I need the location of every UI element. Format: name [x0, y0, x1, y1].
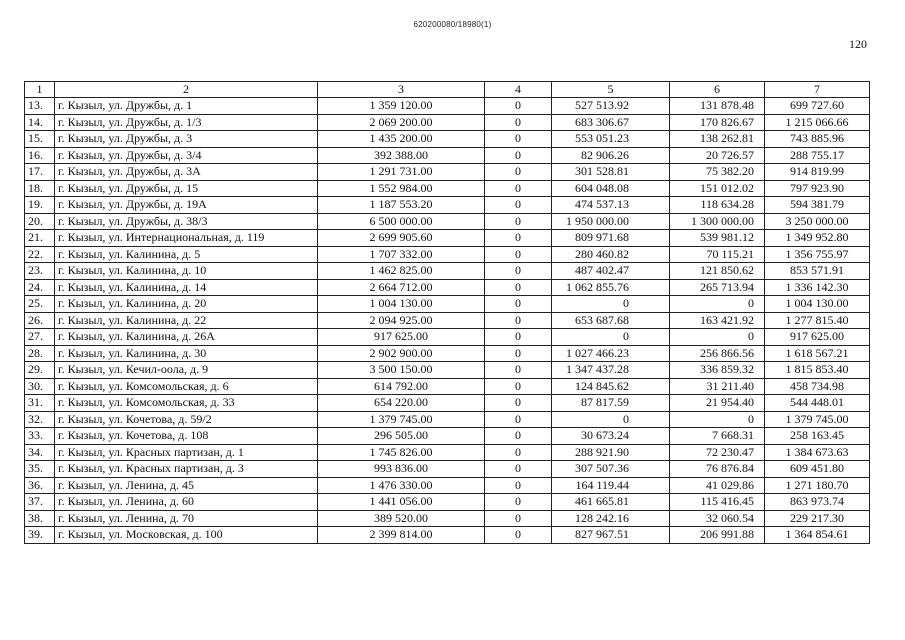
- column-header: 4: [485, 82, 552, 98]
- value-col5-cell: 82 906.26: [552, 147, 670, 164]
- value-col6-cell: 20 726.57: [670, 147, 765, 164]
- address-cell: г. Кызыл, ул. Калинина, д. 20: [55, 296, 318, 313]
- value-col3-cell: 6 500 000.00: [318, 213, 485, 230]
- table-row: [25, 444, 870, 461]
- address-cell: г. Кызыл, ул. Ленина, д. 45: [55, 477, 318, 494]
- row-number: 19.: [25, 197, 55, 214]
- row-number: 38.: [25, 510, 55, 527]
- value-col6-cell: 0: [670, 411, 765, 428]
- value-col7-cell: 1 336 142.30: [765, 279, 870, 296]
- value-col7-cell: 544 448.01: [765, 395, 870, 412]
- row-number: 16.: [25, 147, 55, 164]
- value-col6-cell: 151 012.02: [670, 180, 765, 197]
- value-col3-cell: 2 902 900.00: [318, 345, 485, 362]
- table-row: [25, 131, 870, 148]
- row-number: 20.: [25, 213, 55, 230]
- value-col3-cell: 1 435 200.00: [318, 131, 485, 148]
- row-number: 39.: [25, 527, 55, 544]
- value-col3-cell: 2 094 925.00: [318, 312, 485, 329]
- value-col6-cell: 115 416.45: [670, 494, 765, 511]
- value-col6-cell: 31 211.40: [670, 378, 765, 395]
- value-col4-cell: 0: [485, 312, 552, 329]
- value-col4-cell: 0: [485, 164, 552, 181]
- value-col7-cell: 609 451.80: [765, 461, 870, 478]
- address-cell: г. Кызыл, ул. Красных партизан, д. 1: [55, 444, 318, 461]
- value-col7-cell: 1 815 853.40: [765, 362, 870, 379]
- row-number: 17.: [25, 164, 55, 181]
- value-col5-cell: 164 119.44: [552, 477, 670, 494]
- table-row: [25, 411, 870, 428]
- value-col3-cell: 917 625.00: [318, 329, 485, 346]
- value-col6-cell: 7 668.31: [670, 428, 765, 445]
- address-cell: г. Кызыл, ул. Дружбы, д. 1/3: [55, 114, 318, 131]
- value-col4-cell: 0: [485, 246, 552, 263]
- value-col6-cell: 336 859.32: [670, 362, 765, 379]
- row-number: 14.: [25, 114, 55, 131]
- row-number: 31.: [25, 395, 55, 412]
- value-col7-cell: 853 571.91: [765, 263, 870, 280]
- data-table: [24, 81, 870, 544]
- value-col6-cell: 1 300 000.00: [670, 213, 765, 230]
- value-col4-cell: 0: [485, 510, 552, 527]
- address-cell: г. Кызыл, ул. Комсомольская, д. 33: [55, 395, 318, 412]
- value-col6-cell: 0: [670, 296, 765, 313]
- value-col7-cell: 1 364 854.61: [765, 527, 870, 544]
- value-col5-cell: 1 347 437.28: [552, 362, 670, 379]
- value-col3-cell: 1 379 745.00: [318, 411, 485, 428]
- address-cell: г. Кызыл, ул. Дружбы, д. 38/3: [55, 213, 318, 230]
- row-number: 22.: [25, 246, 55, 263]
- table-row: [25, 296, 870, 313]
- value-col4-cell: 0: [485, 444, 552, 461]
- value-col4-cell: 0: [485, 213, 552, 230]
- column-header: 3: [318, 82, 485, 98]
- address-cell: г. Кызыл, ул. Кочетова, д. 108: [55, 428, 318, 445]
- value-col5-cell: 288 921.90: [552, 444, 670, 461]
- value-col4-cell: 0: [485, 362, 552, 379]
- table-row: [25, 114, 870, 131]
- value-col3-cell: 2 664 712.00: [318, 279, 485, 296]
- value-col3-cell: 1 359 120.00: [318, 98, 485, 115]
- table-row: [25, 197, 870, 214]
- value-col4-cell: 0: [485, 411, 552, 428]
- value-col3-cell: 3 500 150.00: [318, 362, 485, 379]
- value-col6-cell: 32 060.54: [670, 510, 765, 527]
- table-row: [25, 378, 870, 395]
- value-col6-cell: 265 713.94: [670, 279, 765, 296]
- table-row: [25, 213, 870, 230]
- value-col4-cell: 0: [485, 428, 552, 445]
- address-cell: г. Кызыл, ул. Дружбы, д. 15: [55, 180, 318, 197]
- value-col3-cell: 1 476 330.00: [318, 477, 485, 494]
- value-col4-cell: 0: [485, 296, 552, 313]
- value-col6-cell: 21 954.40: [670, 395, 765, 412]
- table-row: [25, 345, 870, 362]
- table-row: [25, 246, 870, 263]
- table-row: [25, 164, 870, 181]
- value-col6-cell: 118 634.28: [670, 197, 765, 214]
- page-number: 120: [849, 37, 867, 51]
- value-col6-cell: 0: [670, 329, 765, 346]
- row-number: 24.: [25, 279, 55, 296]
- table-row: [25, 362, 870, 379]
- row-number: 37.: [25, 494, 55, 511]
- value-col5-cell: 461 665.81: [552, 494, 670, 511]
- row-number: 18.: [25, 180, 55, 197]
- value-col6-cell: 539 981.12: [670, 230, 765, 247]
- value-col3-cell: 2 699 905.60: [318, 230, 485, 247]
- value-col3-cell: 993 836.00: [318, 461, 485, 478]
- row-number: 28.: [25, 345, 55, 362]
- value-col7-cell: 863 973.74: [765, 494, 870, 511]
- value-col5-cell: 553 051.23: [552, 131, 670, 148]
- value-col5-cell: 0: [552, 411, 670, 428]
- value-col7-cell: 229 217.30: [765, 510, 870, 527]
- value-col3-cell: 1 187 553.20: [318, 197, 485, 214]
- value-col7-cell: 1 356 755.97: [765, 246, 870, 263]
- value-col7-cell: 1 379 745.00: [765, 411, 870, 428]
- row-number: 32.: [25, 411, 55, 428]
- value-col4-cell: 0: [485, 98, 552, 115]
- row-number: 30.: [25, 378, 55, 395]
- value-col6-cell: 170 826.67: [670, 114, 765, 131]
- value-col3-cell: 296 505.00: [318, 428, 485, 445]
- column-header: 2: [55, 82, 318, 98]
- value-col6-cell: 163 421.92: [670, 312, 765, 329]
- value-col3-cell: 1 462 825.00: [318, 263, 485, 280]
- value-col7-cell: 743 885.96: [765, 131, 870, 148]
- table-row: [25, 527, 870, 544]
- row-number: 27.: [25, 329, 55, 346]
- column-header: 1: [25, 82, 55, 98]
- table-row: [25, 461, 870, 478]
- value-col5-cell: 809 971.68: [552, 230, 670, 247]
- row-number: 13.: [25, 98, 55, 115]
- address-cell: г. Кызыл, ул. Калинина, д. 14: [55, 279, 318, 296]
- table-row: [25, 428, 870, 445]
- value-col4-cell: 0: [485, 131, 552, 148]
- address-cell: г. Кызыл, ул. Дружбы, д. 3: [55, 131, 318, 148]
- value-col3-cell: 389 520.00: [318, 510, 485, 527]
- value-col3-cell: 654 220.00: [318, 395, 485, 412]
- value-col6-cell: 75 382.20: [670, 164, 765, 181]
- column-header: 6: [670, 82, 765, 98]
- value-col7-cell: 1 277 815.40: [765, 312, 870, 329]
- value-col5-cell: 0: [552, 296, 670, 313]
- value-col5-cell: 87 817.59: [552, 395, 670, 412]
- value-col4-cell: 0: [485, 197, 552, 214]
- value-col6-cell: 206 991.88: [670, 527, 765, 544]
- value-col5-cell: 128 242.16: [552, 510, 670, 527]
- address-cell: г. Кызыл, ул. Комсомольская, д. 6: [55, 378, 318, 395]
- value-col3-cell: 1 552 984.00: [318, 180, 485, 197]
- value-col7-cell: 699 727.60: [765, 98, 870, 115]
- table-row: [25, 312, 870, 329]
- value-col7-cell: 1 004 130.00: [765, 296, 870, 313]
- value-col3-cell: 392 388.00: [318, 147, 485, 164]
- address-cell: г. Кызыл, ул. Ленина, д. 70: [55, 510, 318, 527]
- value-col3-cell: 614 792.00: [318, 378, 485, 395]
- row-number: 33.: [25, 428, 55, 445]
- value-col5-cell: 280 460.82: [552, 246, 670, 263]
- table-row: [25, 263, 870, 280]
- address-cell: г. Кызыл, ул. Интернациональная, д. 119: [55, 230, 318, 247]
- address-cell: г. Кызыл, ул. Дружбы, д. 19А: [55, 197, 318, 214]
- value-col7-cell: 1 349 952.80: [765, 230, 870, 247]
- value-col6-cell: 138 262.81: [670, 131, 765, 148]
- address-cell: г. Кызыл, ул. Дружбы, д. 3А: [55, 164, 318, 181]
- value-col6-cell: 72 230.47: [670, 444, 765, 461]
- value-col5-cell: 1 950 000.00: [552, 213, 670, 230]
- value-col5-cell: 124 845.62: [552, 378, 670, 395]
- value-col7-cell: 1 618 567.21: [765, 345, 870, 362]
- value-col5-cell: 487 402.47: [552, 263, 670, 280]
- value-col3-cell: 1 291 731.00: [318, 164, 485, 181]
- value-col7-cell: 258 163.45: [765, 428, 870, 445]
- value-col3-cell: 1 707 332.00: [318, 246, 485, 263]
- row-number: 15.: [25, 131, 55, 148]
- value-col5-cell: 301 528.81: [552, 164, 670, 181]
- document-id: 620200080/18980(1): [413, 20, 492, 29]
- value-col4-cell: 0: [485, 461, 552, 478]
- table-row: [25, 494, 870, 511]
- value-col7-cell: 1 271 180.70: [765, 477, 870, 494]
- address-cell: г. Кызыл, ул. Калинина, д. 30: [55, 345, 318, 362]
- value-col5-cell: 653 687.68: [552, 312, 670, 329]
- value-col5-cell: 30 673.24: [552, 428, 670, 445]
- value-col5-cell: 1 062 855.76: [552, 279, 670, 296]
- value-col4-cell: 0: [485, 527, 552, 544]
- address-cell: г. Кызыл, ул. Калинина, д. 26А: [55, 329, 318, 346]
- value-col5-cell: 604 048.08: [552, 180, 670, 197]
- value-col6-cell: 131 878.48: [670, 98, 765, 115]
- column-header: 7: [765, 82, 870, 98]
- value-col7-cell: 1 384 673.63: [765, 444, 870, 461]
- address-cell: г. Кызыл, ул. Ленина, д. 60: [55, 494, 318, 511]
- value-col7-cell: 1 215 066.66: [765, 114, 870, 131]
- row-number: 21.: [25, 230, 55, 247]
- table-row: [25, 180, 870, 197]
- value-col5-cell: 1 027 466.23: [552, 345, 670, 362]
- value-col4-cell: 0: [485, 378, 552, 395]
- table-header-row: [25, 82, 870, 98]
- table-row: [25, 230, 870, 247]
- value-col5-cell: 683 306.67: [552, 114, 670, 131]
- value-col4-cell: 0: [485, 114, 552, 131]
- address-cell: г. Кызыл, ул. Московская, д. 100: [55, 527, 318, 544]
- row-number: 36.: [25, 477, 55, 494]
- value-col5-cell: 474 537.13: [552, 197, 670, 214]
- value-col4-cell: 0: [485, 477, 552, 494]
- row-number: 29.: [25, 362, 55, 379]
- value-col7-cell: 594 381.79: [765, 197, 870, 214]
- value-col4-cell: 0: [485, 494, 552, 511]
- value-col5-cell: 307 507.36: [552, 461, 670, 478]
- value-col7-cell: 458 734.98: [765, 378, 870, 395]
- table-row: [25, 477, 870, 494]
- address-cell: г. Кызыл, ул. Кочетова, д. 59/2: [55, 411, 318, 428]
- address-cell: г. Кызыл, ул. Дружбы, д. 1: [55, 98, 318, 115]
- value-col7-cell: 797 923.90: [765, 180, 870, 197]
- value-col5-cell: 527 513.92: [552, 98, 670, 115]
- column-header: 5: [552, 82, 670, 98]
- value-col4-cell: 0: [485, 395, 552, 412]
- value-col3-cell: 2 399 814.00: [318, 527, 485, 544]
- table-row: [25, 279, 870, 296]
- value-col3-cell: 1 441 056.00: [318, 494, 485, 511]
- value-col6-cell: 41 029.86: [670, 477, 765, 494]
- address-cell: г. Кызыл, ул. Калинина, д. 22: [55, 312, 318, 329]
- value-col3-cell: 2 069 200.00: [318, 114, 485, 131]
- value-col4-cell: 0: [485, 180, 552, 197]
- table-row: [25, 510, 870, 527]
- value-col6-cell: 256 866.56: [670, 345, 765, 362]
- address-cell: г. Кызыл, ул. Дружбы, д. 3/4: [55, 147, 318, 164]
- value-col4-cell: 0: [485, 263, 552, 280]
- value-col6-cell: 70 115.21: [670, 246, 765, 263]
- value-col7-cell: 288 755.17: [765, 147, 870, 164]
- table-row: [25, 98, 870, 115]
- address-cell: г. Кызыл, ул. Красных партизан, д. 3: [55, 461, 318, 478]
- value-col4-cell: 0: [485, 230, 552, 247]
- address-cell: г. Кызыл, ул. Кечил-оола, д. 9: [55, 362, 318, 379]
- value-col5-cell: 0: [552, 329, 670, 346]
- row-number: 35.: [25, 461, 55, 478]
- row-number: 23.: [25, 263, 55, 280]
- table-row: [25, 329, 870, 346]
- address-cell: г. Кызыл, ул. Калинина, д. 10: [55, 263, 318, 280]
- value-col7-cell: 917 625.00: [765, 329, 870, 346]
- value-col3-cell: 1 004 130.00: [318, 296, 485, 313]
- table-row: [25, 395, 870, 412]
- value-col4-cell: 0: [485, 147, 552, 164]
- row-number: 25.: [25, 296, 55, 313]
- value-col6-cell: 121 850.62: [670, 263, 765, 280]
- value-col7-cell: 914 819.99: [765, 164, 870, 181]
- value-col4-cell: 0: [485, 279, 552, 296]
- row-number: 26.: [25, 312, 55, 329]
- value-col7-cell: 3 250 000.00: [765, 213, 870, 230]
- value-col6-cell: 76 876.84: [670, 461, 765, 478]
- value-col4-cell: 0: [485, 345, 552, 362]
- address-cell: г. Кызыл, ул. Калинина, д. 5: [55, 246, 318, 263]
- table-row: [25, 147, 870, 164]
- row-number: 34.: [25, 444, 55, 461]
- value-col5-cell: 827 967.51: [552, 527, 670, 544]
- value-col3-cell: 1 745 826.00: [318, 444, 485, 461]
- value-col4-cell: 0: [485, 329, 552, 346]
